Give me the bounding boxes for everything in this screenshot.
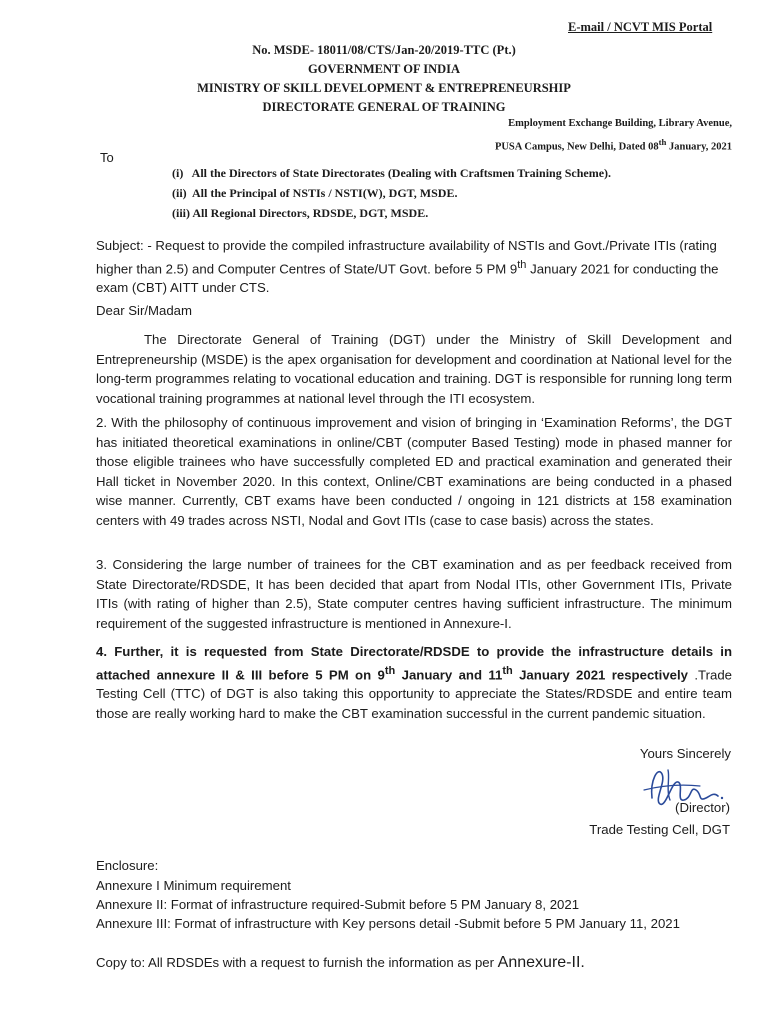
paragraph-3: 3. Considering the large number of trainees for the CBT examination and as per feedback received from State Directorate/RDSDE, It has been decided that apart from Nodal ITIs, other Government ITIs, Private ITIs (with rating of higher than 2.5), State computer centres having sufficient infrastructure. The minimum requirement of the suggested infrastructure is mentioned in Annexure-I. bbox=[96, 557, 732, 631]
to-label: To bbox=[100, 150, 114, 165]
enclosure-item: Annexure III: Format of infrastructure with Key persons detail -Submit before 5 PM January 11, 2021 bbox=[96, 916, 680, 931]
copy-to-annexure: Annexure-II. bbox=[497, 954, 585, 971]
copy-to-line bbox=[96, 954, 585, 972]
file-number: No. MSDE- 18011/08/CTS/Jan-20/2019-TTC (Pt.) bbox=[252, 43, 516, 57]
address-line-2-pre: PUSA Campus, New Delhi, Dated 08 bbox=[494, 141, 659, 153]
subject-sup: th bbox=[517, 258, 527, 271]
address-line-2-post: January, 2021 bbox=[666, 141, 732, 153]
address-line-2-date bbox=[495, 137, 732, 153]
paragraph-1: The Directorate General of Training (DGT) under the Ministry of Skill Development and Entrepreneurship (MSDE) is the apex organisation for development and coordination at National level for the long-term programmes relating to vocational education and training. DGT is responsible for running long term vocational training programmes at national level through the ITI ecosystem. bbox=[96, 332, 733, 406]
enclosure-item: Annexure I Minimum requirement bbox=[96, 878, 291, 893]
recipient-item: (iii) All Regional Directors, RDSDE, DGT, MSDE. bbox=[172, 206, 429, 220]
enclosure-title: Enclosure: bbox=[96, 858, 159, 873]
enclosure-item: Annexure II: Format of infrastructure required-Submit before 5 PM January 8, 2021 bbox=[96, 897, 580, 912]
salutation: Dear Sir/Madam bbox=[96, 303, 193, 318]
signatory-office: Trade Testing Cell, DGT bbox=[589, 822, 730, 837]
directorate-heading: DIRECTORATE GENERAL OF TRAINING bbox=[262, 100, 506, 114]
paragraph-4-sup-1: th bbox=[384, 664, 396, 677]
paragraph-4 bbox=[96, 642, 732, 723]
paragraph-4-rest: .Trade Testing Cell (TTC) of DGT is also taking this opportunity to appreciate the States/RDSDE and entire team those are really working hard to make the CBT examination successful in the current pandemic situation. bbox=[96, 666, 732, 721]
ministry-heading: MINISTRY OF SKILL DEVELOPMENT & ENTREPRENEURSHIP bbox=[197, 81, 571, 95]
subject-post: January 2021 for conducting the exam (CBT) AITT under CTS. bbox=[96, 260, 719, 296]
paragraph-2: 2. With the philosophy of continuous improvement and vision of bringing in ‘Examination Reforms’, the DGT has initiated theoretical examinations in online/CBT (computer Based Testing) mode in phased manner for those eligible trainees who have successfully completed ED and practical examination and generated their Hall ticket in November 2020. In this context, Online/CBT examinations are being conducted in a phased wise manner. Currently, CBT exams have been conducted / ongoing in 121 districts at 158 examination centers with 49 trades across NSTI, Nodal and Govt ITIs (case to case basis) across the states. bbox=[96, 415, 732, 528]
address-line-1: Employment Exchange Building, Library Avenue, bbox=[508, 118, 732, 129]
email-portal-note: E-mail / NCVT MIS Portal bbox=[568, 20, 713, 34]
government-heading: GOVERNMENT OF INDIA bbox=[307, 62, 461, 76]
paragraph-4-bold-c: January 2021 respectively bbox=[512, 666, 688, 682]
subject-pre: Subject: - Request to provide the compiled infrastructure availability of NSTIs and Govt./Private ITIs (rating higher than 2.5) and Computer Centres of State/UT Govt. before 5 PM 9 bbox=[96, 238, 717, 276]
yours-sincerely: Yours Sincerely bbox=[639, 746, 731, 761]
address-line-2-sup: th bbox=[658, 137, 667, 147]
paragraph-4-bold-b: January and 11 bbox=[395, 666, 503, 682]
subject-paragraph bbox=[96, 236, 732, 298]
recipient-item: (i) All the Directors of State Directorates (Dealing with Craftsmen Training Scheme). bbox=[172, 166, 612, 180]
paragraph-4-sup-2: th bbox=[502, 664, 513, 677]
signatory-designation: (Director) bbox=[675, 800, 730, 815]
recipient-item: (ii) All the Principal of NSTIs / NSTI(W), DGT, MSDE. bbox=[172, 186, 458, 200]
paragraph-4-bold-a: 4. Further, it is requested from State Directorate/RDSDE to provide the infrastructure details in attached annexure II & III before 5 PM on 9 bbox=[96, 644, 732, 682]
copy-to-text: Copy to: All RDSDEs with a request to furnish the information as per bbox=[96, 955, 498, 970]
